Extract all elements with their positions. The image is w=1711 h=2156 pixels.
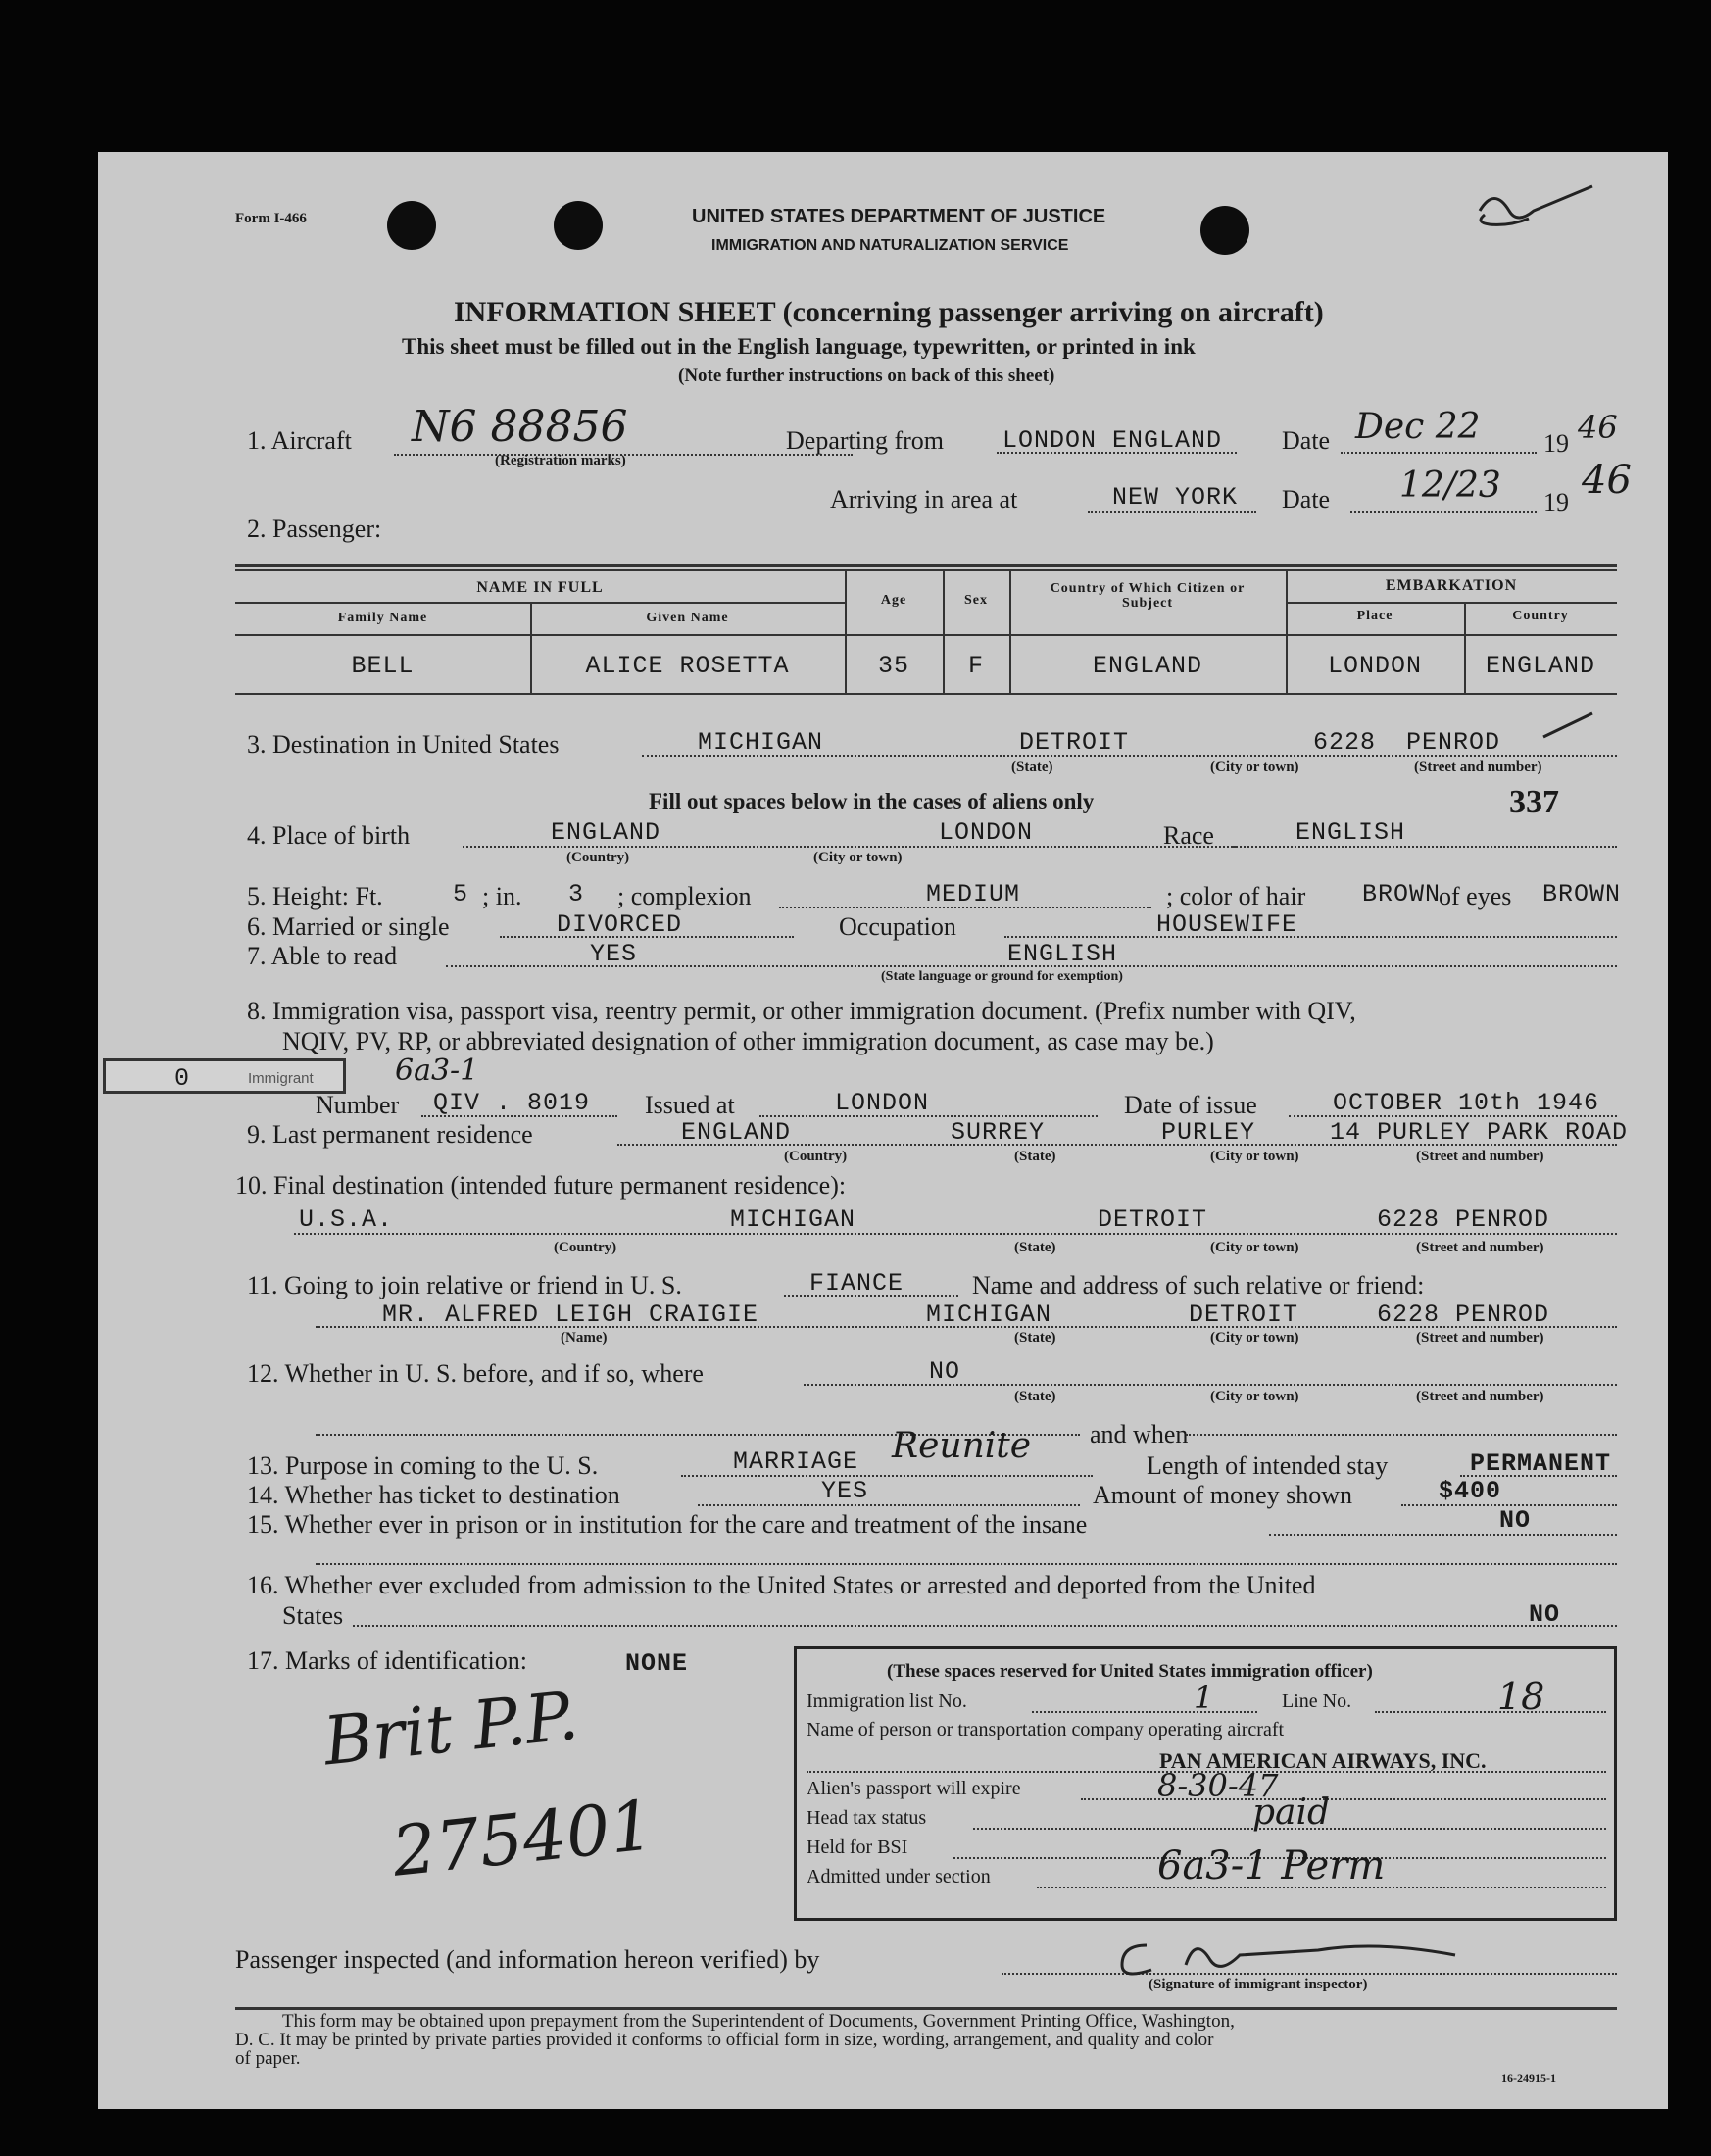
departure-year-prefix: 19 [1543, 429, 1569, 458]
relation-value: FIANCE [809, 1269, 904, 1298]
race-label: Race [1163, 821, 1214, 850]
join-relative-label: 11. Going to join relative or friend in U. S. [247, 1271, 682, 1299]
excluded-line1: 16. Whether ever excluded from admission to the United States or arrested and deported from the United [247, 1571, 1316, 1599]
race-value: ENGLISH [1295, 818, 1406, 847]
destination-label: 3. Destination in United States [247, 730, 560, 759]
cell-sex: F [967, 652, 984, 680]
header-given-name: Given Name [646, 611, 729, 625]
money-label: Amount of money shown [1093, 1481, 1353, 1509]
arriving-value: NEW YORK [1112, 483, 1239, 512]
form-sheet [98, 152, 1668, 2109]
punch-hole-center [554, 201, 603, 250]
form-title: INFORMATION SHEET (concerning passenger arriving on aircraft) [454, 296, 1324, 328]
arrival-year-prefix: 19 [1543, 488, 1569, 516]
agency-line2: IMMIGRATION AND NATURALIZATION SERVICE [711, 237, 1069, 254]
caption-name-11: (Name) [561, 1330, 608, 1346]
checkmark-icon [1539, 706, 1597, 745]
caption-state-9: (State) [1014, 1149, 1056, 1164]
admitted-section-value: 6a3-1 Perm [1157, 1843, 1386, 1888]
arrival-year: 46 [1582, 458, 1632, 503]
issued-at-label: Issued at [645, 1091, 735, 1119]
final-country: U.S.A. [299, 1205, 394, 1234]
occupation-label: Occupation [839, 912, 956, 941]
height-feet: 5 [453, 880, 469, 908]
caption-country-4: (Country) [566, 850, 630, 865]
issued-at-value: LONDON [835, 1089, 930, 1117]
departure-date-label: Date [1282, 426, 1331, 455]
punch-hole-left [387, 201, 436, 250]
height-inches-label: ; in. [482, 882, 522, 910]
purpose-value: MARRIAGE [733, 1447, 859, 1476]
head-tax-value: paid [1252, 1792, 1331, 1833]
caption-state-12: (State) [1014, 1389, 1056, 1404]
visa-number-label: Number [316, 1091, 400, 1119]
arrival-date-label: Date [1282, 485, 1331, 514]
footer-code: 16-24915-1 [1501, 2071, 1556, 2084]
visa-text-line1: 8. Immigration visa, passport visa, reentry permit, or other immigration document. (Prefix number with QIV, [247, 997, 1356, 1025]
agency-line1: UNITED STATES DEPARTMENT OF JUSTICE [692, 206, 1106, 227]
header-citizen: Country of Which Citizen or Subject [1050, 581, 1246, 611]
footer-line3: of paper. [235, 2048, 301, 2069]
read-value: YES [590, 940, 638, 968]
birthplace-label: 4. Place of birth [247, 821, 411, 850]
aliens-only-note: Fill out spaces below in the cases of aliens only [649, 789, 1095, 813]
caption-language: (State language or ground for exemption) [881, 969, 1123, 984]
excluded-value: NO [1529, 1600, 1561, 1629]
officer-box [794, 1646, 1617, 1921]
final-destination-label: 10. Final destination (intended future permanent residence): [235, 1171, 847, 1200]
footer-line2: D. C. It may be printed by private parties provided it conforms to official form in size, wording, arrangement, and quality and color [235, 2030, 1214, 2050]
aircraft-value: N6 88856 [412, 402, 628, 452]
height-inches: 3 [568, 880, 585, 908]
prison-label: 15. Whether ever in prison or in institution for the care and treatment of the insane [247, 1510, 1088, 1539]
final-city: DETROIT [1098, 1205, 1208, 1234]
caption-street-10: (Street and number) [1416, 1240, 1544, 1255]
form-note: (Note further instructions on back of this sheet) [678, 366, 1055, 386]
marital-value: DIVORCED [557, 910, 683, 939]
footer-line1: This form may be obtained upon prepayment from the Superintendent of Documents, Government Printing Office, Washington, [282, 2011, 1235, 2032]
caption-city-9: (City or town) [1210, 1149, 1299, 1164]
identification-value: NONE [625, 1649, 689, 1678]
destination-state: MICHIGAN [698, 728, 824, 757]
handwritten-passport-number: 275401 [388, 1785, 658, 1892]
punch-hole-right [1200, 206, 1249, 255]
passenger-label: 2. Passenger: [247, 514, 382, 543]
marital-label: 6. Married or single [247, 912, 450, 941]
registration-caption: (Registration marks) [495, 453, 626, 468]
complexion-value: MEDIUM [926, 880, 1021, 908]
cell-country: ENGLAND [1485, 652, 1596, 680]
destination-street: PENROD [1406, 728, 1501, 757]
line-no-label: Line No. [1282, 1690, 1352, 1712]
destination-street-number: 6228 [1313, 728, 1377, 757]
prior-visit-value: NO [929, 1357, 961, 1386]
caption-street-9: (Street and number) [1416, 1149, 1544, 1164]
form-number: Form I-466 [235, 211, 307, 226]
passport-expire-value: 8-30-47 [1157, 1767, 1279, 1804]
caption-street-12: (Street and number) [1416, 1389, 1544, 1404]
read-language: ENGLISH [1007, 940, 1118, 968]
cell-family-name: BELL [351, 652, 415, 680]
prior-visit-label: 12. Whether in U. S. before, and if so, where [247, 1359, 704, 1388]
final-state: MICHIGAN [730, 1205, 856, 1234]
stamp-immigrant: Immigrant [248, 1070, 314, 1087]
caption-state-11: (State) [1014, 1330, 1056, 1346]
arrival-date: 12/23 [1399, 466, 1501, 506]
height-label: 5. Height: Ft. [247, 882, 383, 910]
residence-state: SURREY [951, 1118, 1046, 1147]
passport-expire-label: Alien's passport will expire [807, 1778, 1021, 1799]
eyes-value: BROWN [1542, 880, 1622, 908]
signature-caption: (Signature of immigrant inspector) [1149, 1977, 1368, 1992]
header-country: Country [1512, 609, 1569, 623]
immigration-list-value: 1 [1194, 1679, 1214, 1716]
inspected-label: Passenger inspected (and information hereon verified) by [235, 1945, 820, 1974]
relative-name: MR. ALFRED LEIGH CRAIGIE [382, 1300, 759, 1329]
caption-city-11: (City or town) [1210, 1330, 1299, 1346]
departing-value: LONDON ENGLAND [1002, 426, 1223, 455]
read-label: 7. Able to read [247, 942, 398, 970]
header-family-name: Family Name [337, 611, 428, 625]
company-value: PAN AMERICAN AIRWAYS, INC. [1159, 1748, 1487, 1773]
visa-text-line2: NQIV, PV, RP, or abbreviated designation of other immigration document, as case may be.) [282, 1027, 1214, 1055]
caption-country-10: (Country) [554, 1240, 617, 1255]
handwritten-passport-label: Brit P.P. [319, 1677, 582, 1782]
header-place: Place [1356, 609, 1393, 623]
relative-state: MICHIGAN [926, 1300, 1052, 1329]
cell-citizen: ENGLAND [1092, 652, 1203, 680]
final-street: 6228 PENROD [1377, 1205, 1550, 1234]
aircraft-label: 1. Aircraft [247, 426, 352, 455]
visa-number: QIV . 8019 [433, 1089, 591, 1117]
hair-label: ; color of hair [1166, 882, 1306, 910]
relative-city: DETROIT [1189, 1300, 1299, 1329]
caption-city-10: (City or town) [1210, 1240, 1299, 1255]
ticket-label: 14. Whether has ticket to destination [247, 1481, 620, 1509]
relative-street: 6228 PENROD [1377, 1300, 1550, 1329]
cell-place: LONDON [1327, 652, 1422, 680]
eyes-label: of eyes [1439, 882, 1512, 910]
residence-street: 14 PURLEY PARK ROAD [1330, 1118, 1629, 1147]
header-age: Age [880, 593, 907, 608]
birth-country: ENGLAND [551, 818, 661, 847]
stay-label: Length of intended stay [1147, 1451, 1389, 1480]
officer-box-heading: (These spaces reserved for United States immigration officer) [887, 1661, 1373, 1682]
caption-city-3: (City or town) [1210, 760, 1299, 775]
purpose-label: 13. Purpose in coming to the U. S. [247, 1451, 599, 1480]
caption-city-12: (City or town) [1210, 1389, 1299, 1404]
header-name-in-full: NAME IN FULL [476, 579, 604, 596]
head-tax-label: Head tax status [807, 1807, 927, 1829]
header-sex: Sex [964, 593, 988, 608]
residence-country: ENGLAND [681, 1118, 792, 1147]
departing-label: Departing from [786, 426, 945, 455]
arriving-label: Arriving in area at [830, 485, 1018, 514]
cell-given-name: ALICE ROSETTA [585, 652, 790, 680]
held-bsi-label: Held for BSI [807, 1837, 908, 1858]
prison-value: NO [1499, 1506, 1532, 1535]
excluded-line2: States [282, 1601, 344, 1630]
caption-state-10: (State) [1014, 1240, 1056, 1255]
header-embarkation: EMBARKATION [1385, 577, 1518, 594]
purpose-handwritten: Reunite [892, 1426, 1032, 1466]
caption-country-9: (Country) [784, 1149, 848, 1164]
residence-city: PURLEY [1161, 1118, 1256, 1147]
hair-value: BROWN [1362, 880, 1442, 908]
handwritten-mark-icon [1421, 172, 1666, 240]
money-value: $400 [1439, 1477, 1502, 1505]
and-when-label: and when [1090, 1420, 1189, 1448]
line-no-value: 18 [1497, 1675, 1545, 1718]
departure-year: 46 [1578, 409, 1618, 446]
caption-city-4: (City or town) [813, 850, 903, 865]
birth-city: LONDON [939, 818, 1034, 847]
form-subtitle: This sheet must be filled out in the English language, typewritten, or printed in ink [402, 334, 1196, 359]
immigration-list-label: Immigration list No. [807, 1690, 967, 1712]
complexion-label: ; complexion [617, 882, 752, 910]
cell-age: 35 [877, 652, 909, 680]
caption-street-3: (Street and number) [1414, 760, 1542, 775]
stamp-zero: 0 [174, 1064, 191, 1093]
identification-label: 17. Marks of identification: [247, 1646, 527, 1675]
admitted-section-label: Admitted under section [807, 1866, 991, 1887]
visa-handwritten-code: 6a3-1 [395, 1054, 479, 1088]
ticket-value: YES [821, 1477, 869, 1505]
destination-city: DETROIT [1019, 728, 1130, 757]
caption-street-11: (Street and number) [1416, 1330, 1544, 1346]
stay-value: PERMANENT [1470, 1449, 1612, 1478]
departure-date: Dec 22 [1355, 407, 1481, 447]
issue-date-value: OCTOBER 10th 1946 [1333, 1089, 1600, 1117]
sheet-number: 337 [1509, 784, 1559, 820]
occupation-value: HOUSEWIFE [1156, 910, 1298, 939]
issue-date-label: Date of issue [1124, 1091, 1257, 1119]
immigrant-stamp [103, 1058, 346, 1094]
residence-label: 9. Last permanent residence [247, 1120, 533, 1149]
relative-address-label: Name and address of such relative or friend: [972, 1271, 1425, 1299]
company-label: Name of person or transportation company operating aircraft [807, 1719, 1285, 1740]
caption-state-3: (State) [1011, 760, 1053, 775]
